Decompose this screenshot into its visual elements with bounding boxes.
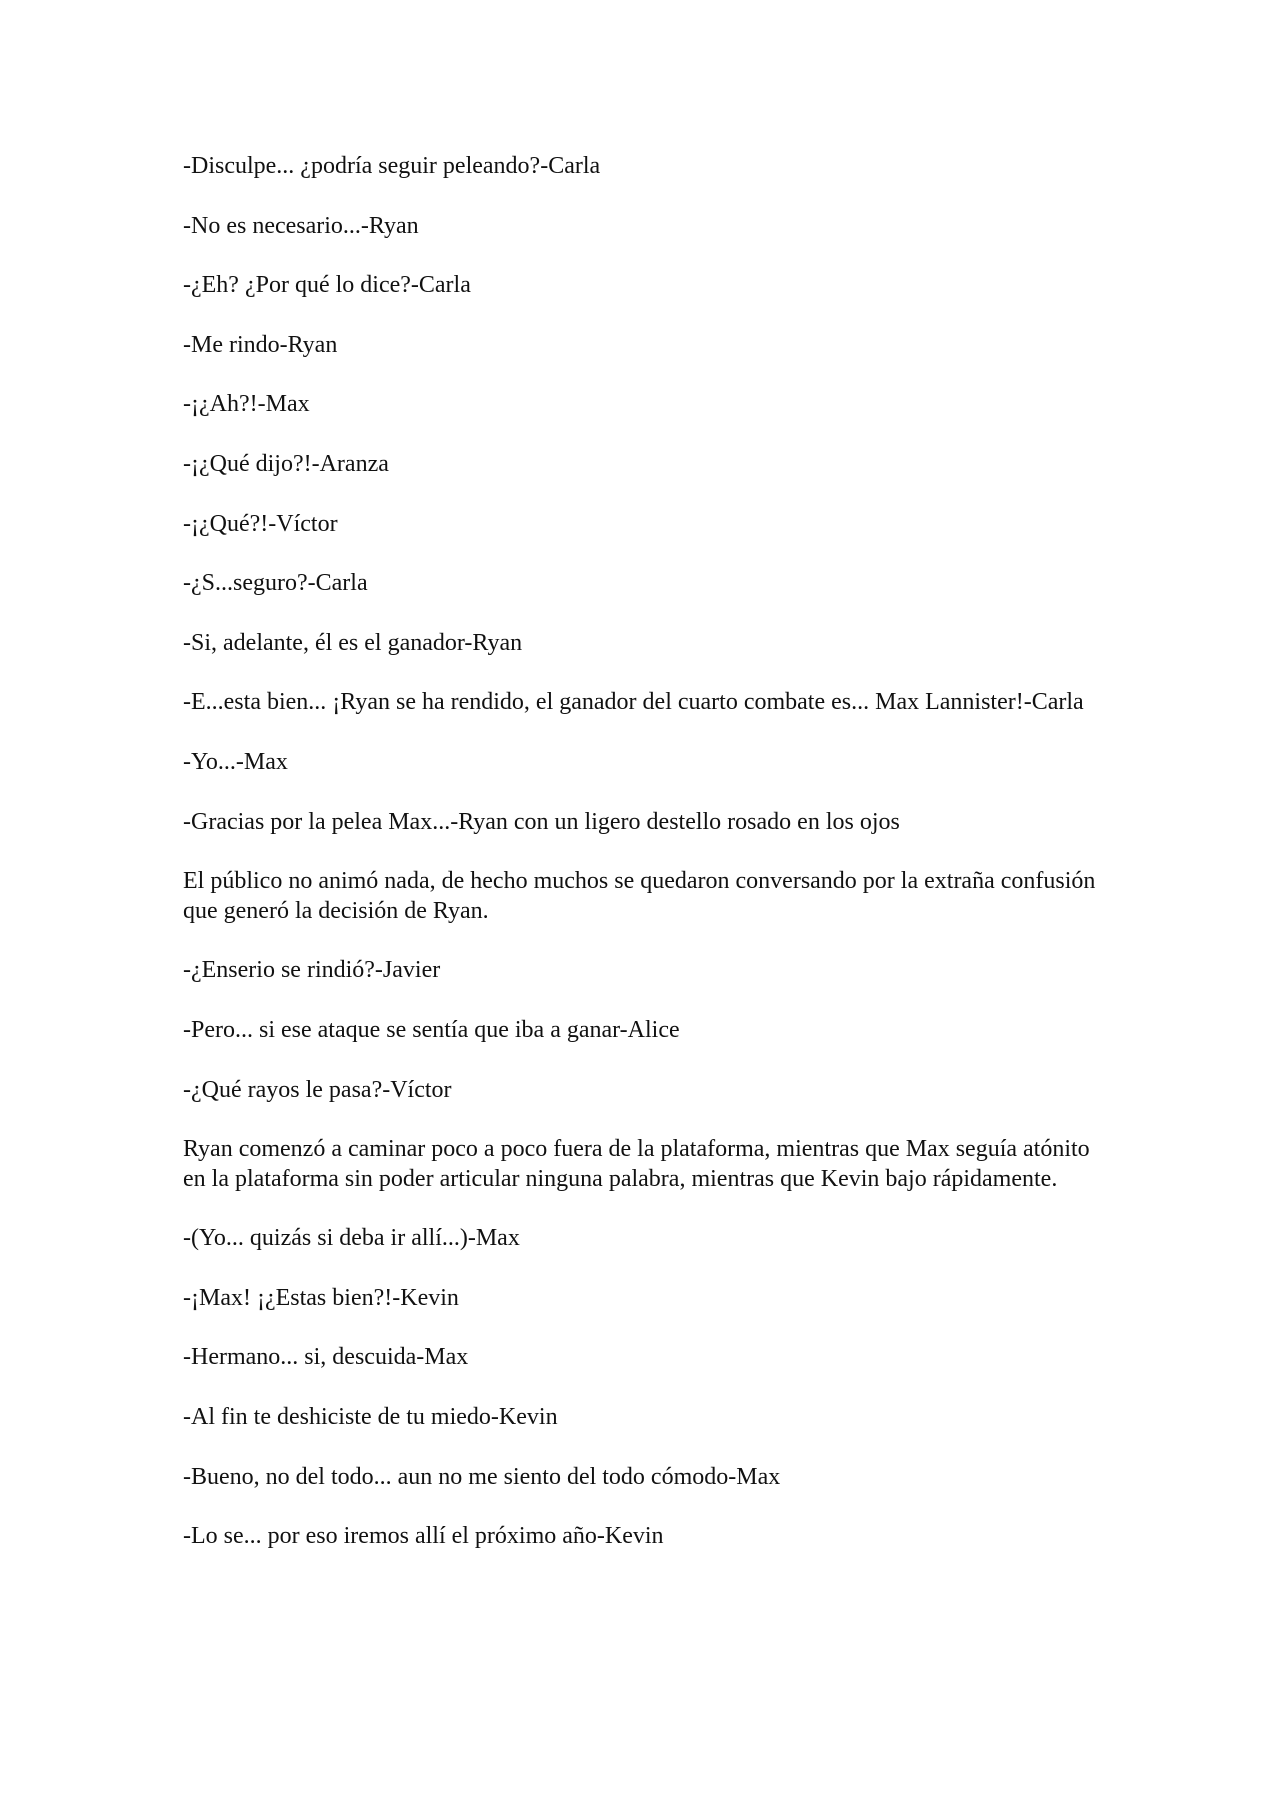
dialogue-line: -¿Qué rayos le pasa?-Víctor bbox=[183, 1076, 452, 1103]
document-page bbox=[183, 152, 1103, 1582]
dialogue-line: -Me rindo-Ryan bbox=[183, 331, 338, 358]
narration-paragraph: El público no animó nada, de hecho muchos se quedaron conversando por la extraña confusión que generó la decisión de Ryan. bbox=[183, 868, 1096, 924]
dialogue-line: -Bueno, no del todo... aun no me siento del todo cómodo-Max bbox=[183, 1463, 781, 1490]
dialogue-line: -Yo...-Max bbox=[183, 748, 288, 775]
narration-paragraph: Ryan comenzó a caminar poco a poco fuera de la plataforma, mientras que Max seguía atónito en la plataforma sin poder articular ninguna palabra, mientras que Kevin bajo rápidamente. bbox=[183, 1136, 1090, 1192]
dialogue-line: -Si, adelante, él es el ganador-Ryan bbox=[183, 629, 523, 656]
dialogue-line: -¡¿Qué?!-Víctor bbox=[183, 510, 338, 537]
dialogue-line: -¡¿Ah?!-Max bbox=[183, 391, 310, 418]
dialogue-line: -(Yo... quizás si deba ir allí...)-Max bbox=[183, 1225, 520, 1252]
dialogue-line: -Gracias por la pelea Max...-Ryan con un ligero destello rosado en los ojos bbox=[183, 808, 900, 835]
dialogue-line: -¡Max! ¡¿Estas bien?!-Kevin bbox=[183, 1284, 459, 1311]
dialogue-line: -E...esta bien... ¡Ryan se ha rendido, el ganador del cuarto combate es... Max Lannister!-Carla bbox=[183, 689, 1084, 716]
dialogue-line: -¿Eh? ¿Por qué lo dice?-Carla bbox=[183, 272, 471, 299]
dialogue-line: -Lo se... por eso iremos allí el próximo año-Kevin bbox=[183, 1523, 664, 1550]
dialogue-line: -No es necesario...-Ryan bbox=[183, 212, 419, 239]
dialogue-line: -Pero... si ese ataque se sentía que iba a ganar-Alice bbox=[183, 1016, 680, 1043]
dialogue-line: -¿Enserio se rindió?-Javier bbox=[183, 957, 441, 984]
dialogue-line: -Disculpe... ¿podría seguir peleando?-Carla bbox=[183, 153, 601, 179]
dialogue-line: -Hermano... si, descuida-Max bbox=[183, 1344, 469, 1371]
dialogue-line: -¡¿Qué dijo?!-Aranza bbox=[183, 450, 389, 477]
dialogue-line: -¿S...seguro?-Carla bbox=[183, 570, 368, 597]
dialogue-line: -Al fin te deshiciste de tu miedo-Kevin bbox=[183, 1404, 558, 1431]
